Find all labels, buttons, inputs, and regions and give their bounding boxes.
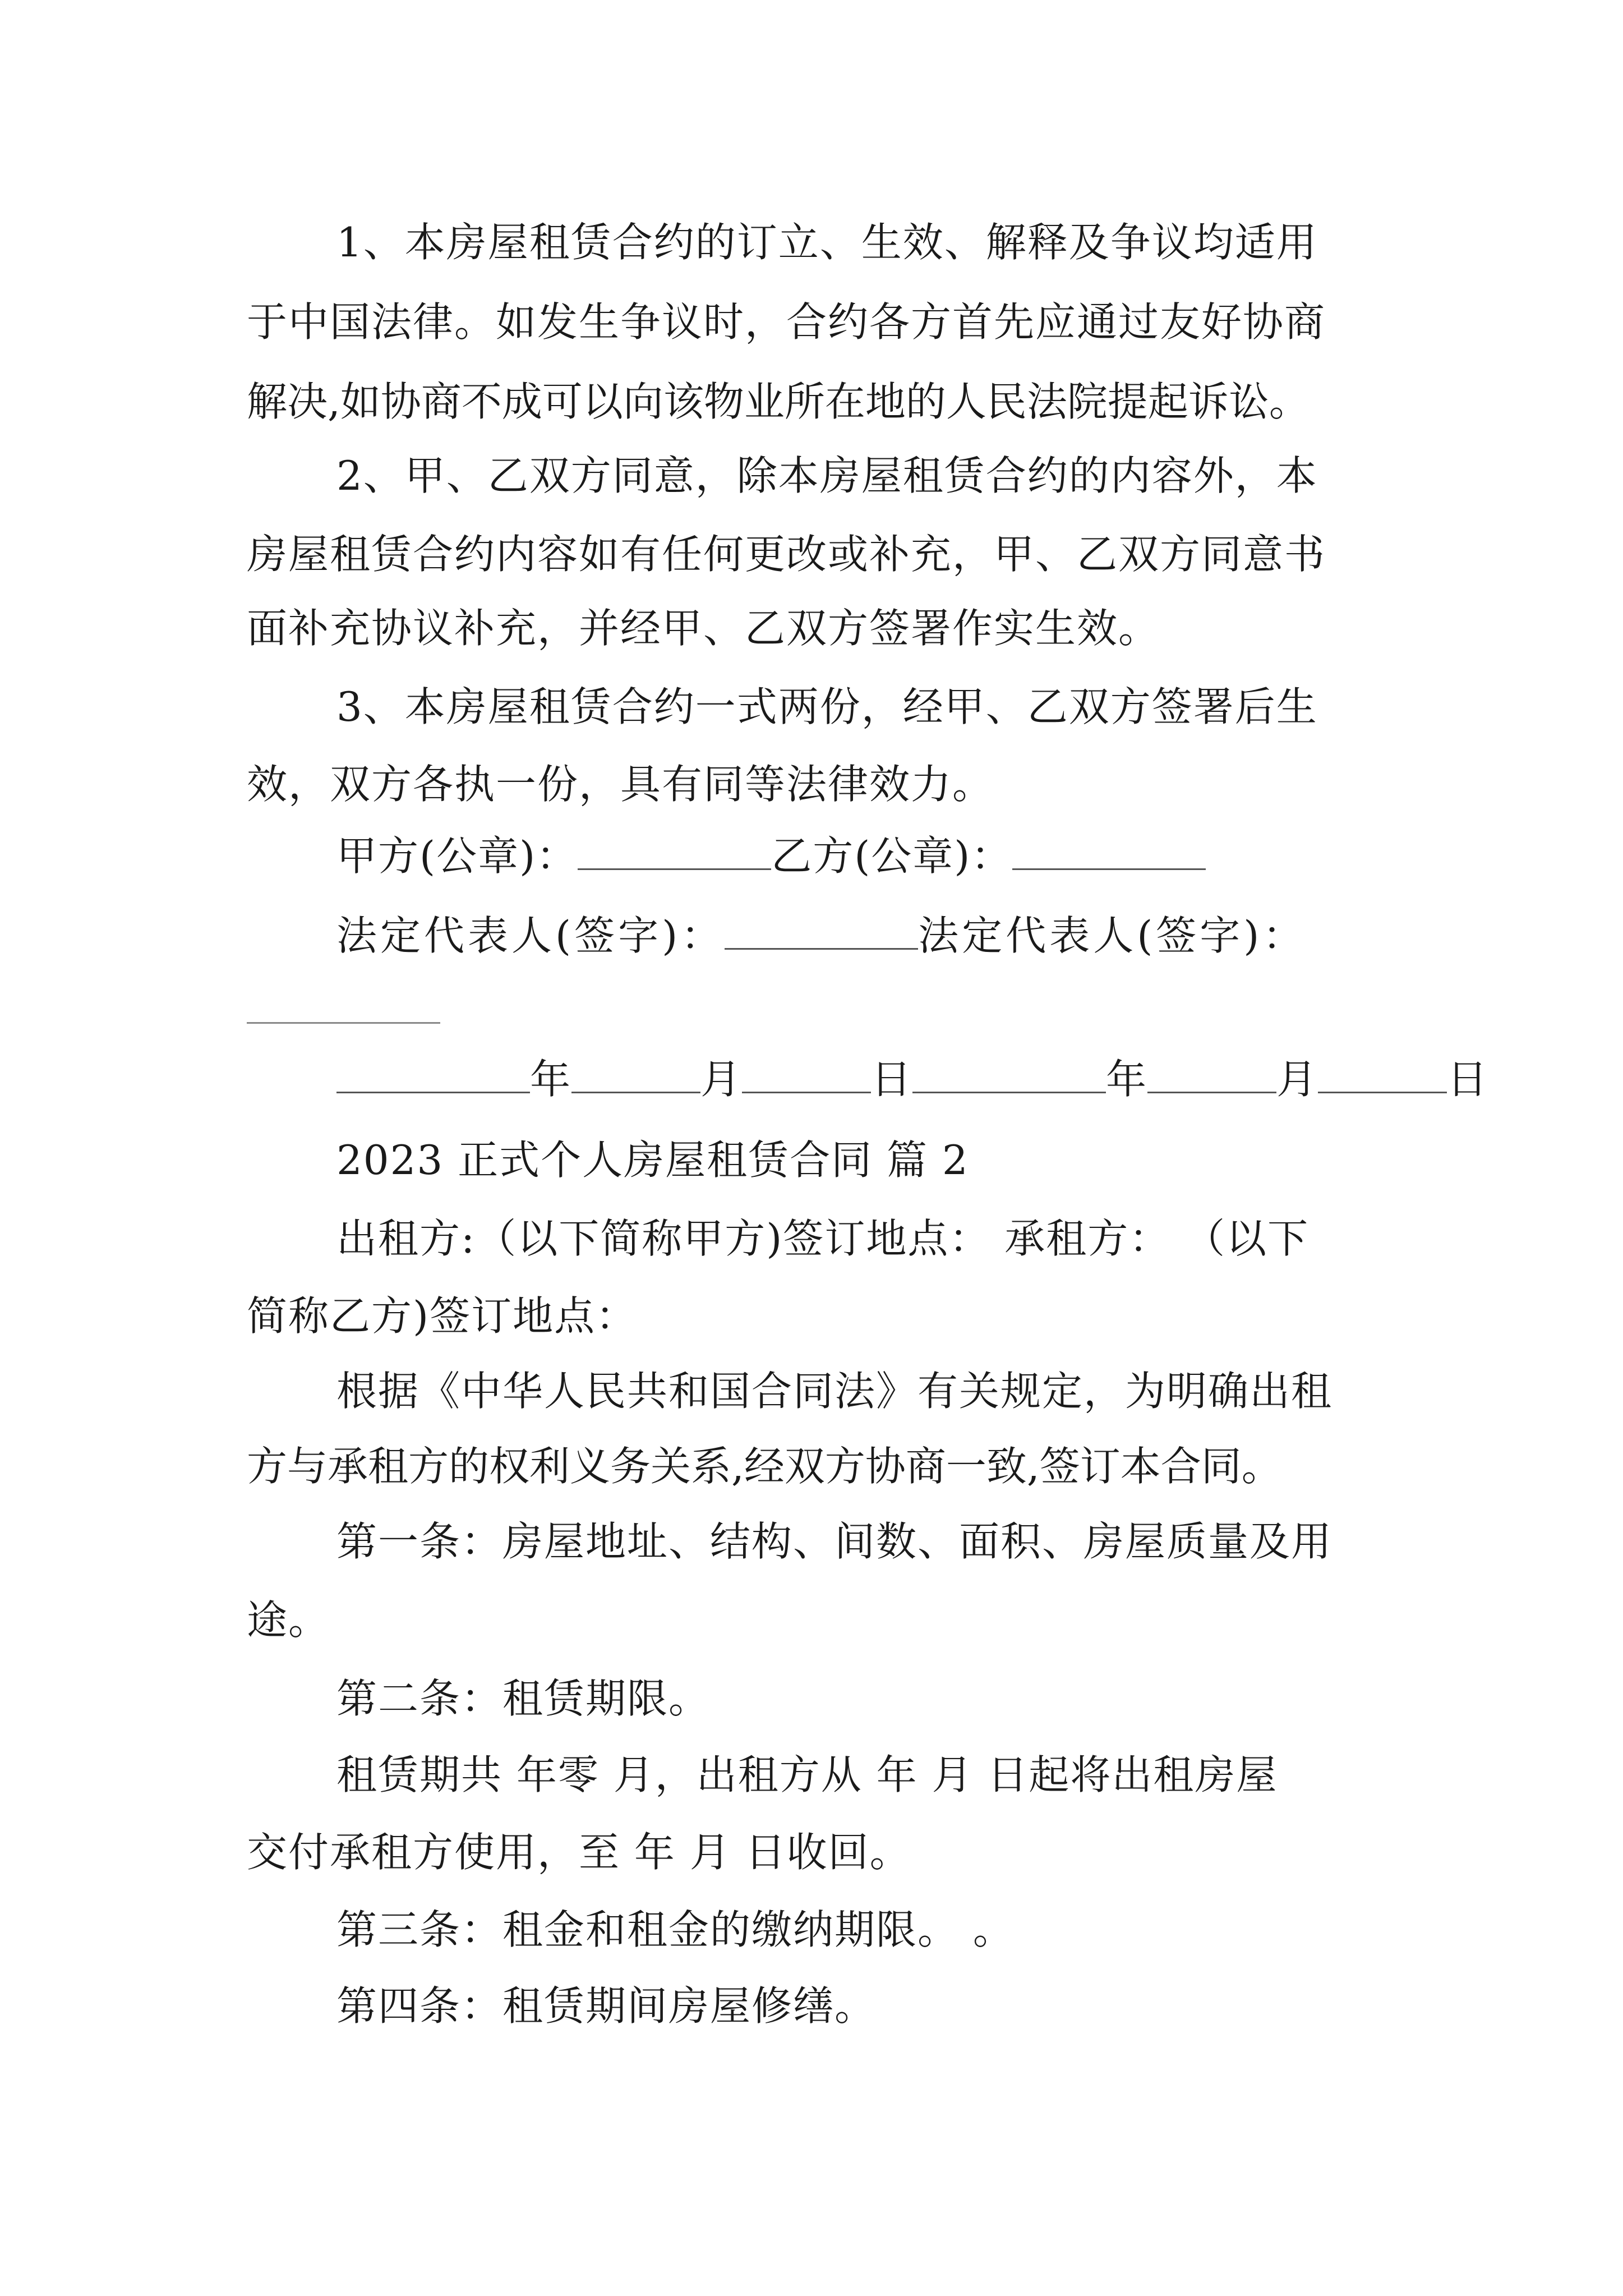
seal-line <box>336 829 1514 883</box>
day-b-blank <box>1318 1052 1447 1093</box>
article-2: 第二条：租赁期限。 <box>336 1675 711 1722</box>
year-b-label: 年 <box>1106 1056 1148 1103</box>
clause-1-line-2: 于中国法律。如发生争议时，合约各方首先应通过友好协商 <box>247 298 1326 346</box>
term-line-1: 租赁期共 年零 月，出租方从 年 月 日起将出租房屋 <box>336 1751 1278 1798</box>
month-a-blank <box>571 1052 700 1093</box>
day-a-label: 日 <box>871 1056 913 1103</box>
day-a-blank <box>742 1052 871 1093</box>
legal-rep-line <box>336 909 1514 963</box>
party-b-seal-label: 乙方(公章)： <box>771 832 1013 880</box>
clause-2-line-3: 面补充协议补充，并经甲、乙双方签署作实生效。 <box>247 605 1160 652</box>
year-b-blank <box>912 1052 1106 1093</box>
basis-line-2: 方与承租方的权利义务关系,经双方协商一致,签订本合同。 <box>247 1443 1282 1490</box>
date-line <box>336 1052 1514 1106</box>
month-a-label: 月 <box>700 1056 743 1103</box>
year-a-blank <box>336 1052 530 1093</box>
parties-line-2: 简称乙方)签订地点： <box>247 1292 638 1340</box>
legal-rep-a-blank <box>725 909 918 950</box>
legal-rep-a-label: 法定代表人(签字)： <box>336 912 725 959</box>
article-1-line-1: 第一条：房屋地址、结构、间数、面积、房屋质量及用 <box>336 1518 1333 1565</box>
day-b-label: 日 <box>1447 1056 1489 1103</box>
clause-1-line-1: 1、本房屋租赁合约的订立、生效、解释及争议均适用 <box>336 219 1318 266</box>
article-4: 第四条：租赁期间房屋修缮。 <box>336 1982 877 2030</box>
clause-1-line-3: 解决,如协商不成可以向该物业所在地的人民法院提起诉讼。 <box>247 378 1310 425</box>
month-b-blank <box>1147 1052 1276 1093</box>
party-a-seal-label: 甲方(公章)： <box>336 832 578 880</box>
article-3: 第三条：租金和租金的缴纳期限。 。 <box>336 1906 1015 1953</box>
month-b-label: 月 <box>1276 1056 1318 1103</box>
term-line-2: 交付承租方使用，至 年 月 日收回。 <box>247 1829 911 1876</box>
basis-line-1: 根据《中华人民共和国合同法》有关规定，为明确出租 <box>336 1368 1333 1415</box>
clause-2-line-1: 2、甲、乙双方同意，除本房屋租赁合约的内容外，本 <box>336 452 1318 499</box>
clause-3-line-1: 3、本房屋租赁合约一式两份，经甲、乙双方签署后生 <box>336 683 1318 730</box>
section-2-title: 2023 正式个人房屋租赁合同 篇 2 <box>336 1137 969 1184</box>
legal-rep-b-blank <box>247 1022 440 1024</box>
legal-rep-b-label: 法定代表人(签字)： <box>918 912 1307 959</box>
article-1-line-2: 途。 <box>247 1596 330 1644</box>
clause-3-line-2: 效，双方各执一份，具有同等法律效力。 <box>247 761 994 808</box>
clause-2-line-2: 房屋租赁合约内容如有任何更改或补充，甲、乙双方同意书 <box>247 531 1326 578</box>
party-b-seal-blank <box>1012 829 1206 870</box>
party-a-seal-blank <box>578 829 771 870</box>
parties-line-1: 出租方:（以下简称甲方)签订地点： 承租方： （以下 <box>336 1215 1310 1262</box>
year-a-label: 年 <box>530 1056 572 1103</box>
